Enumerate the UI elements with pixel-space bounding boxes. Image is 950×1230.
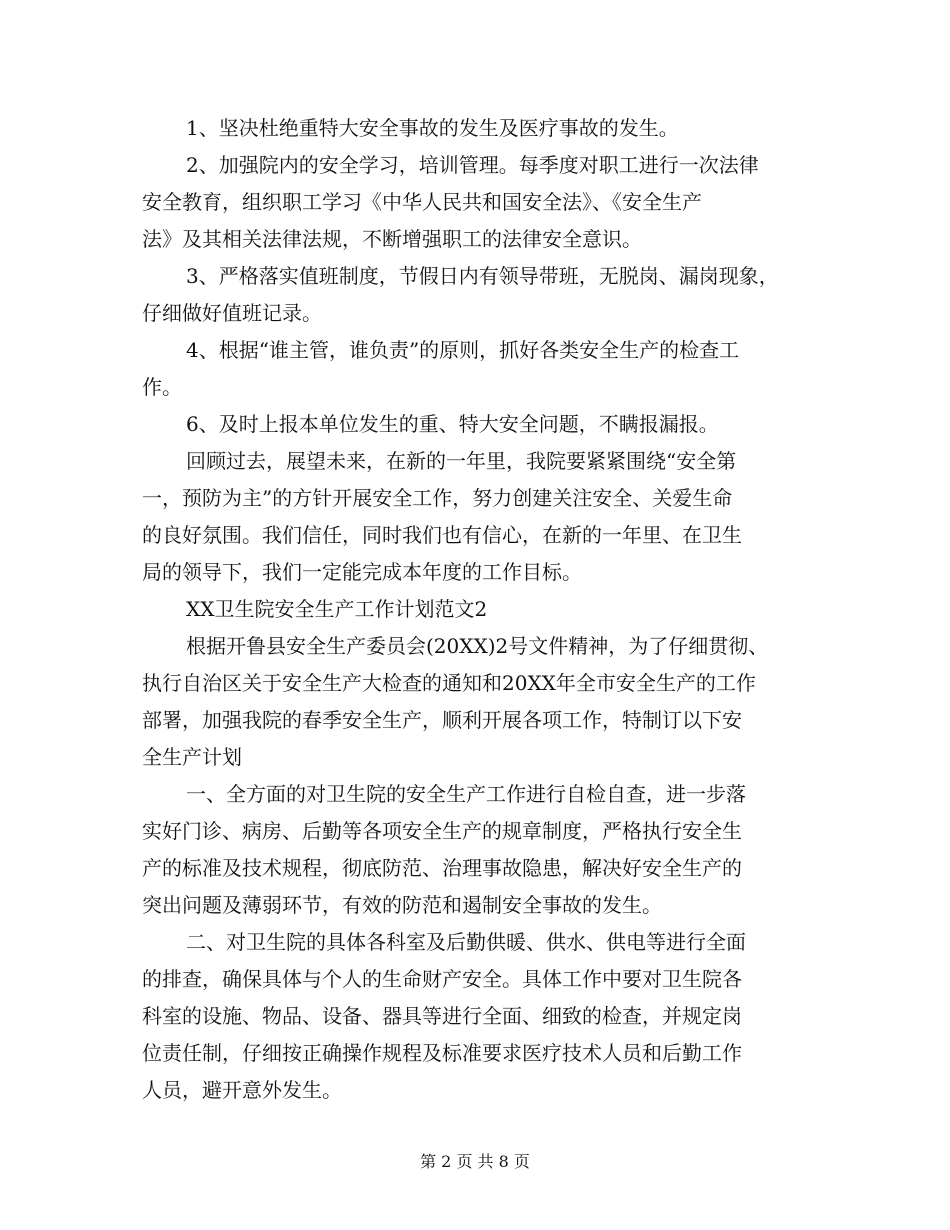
text-line: 一，预防为主”的方针开展安全工作，努力创建关注安全、关爱生命 [142,486,733,510]
text-line: 全生产计划 [142,745,242,769]
text-line: 的良好氛围。我们信任，同时我们也有信心，在新的一年里、在卫生 [142,523,742,547]
text-line: 作。 [142,375,182,399]
text-line: 一、全方面的对卫生院的安全生产工作进行自检自查，进一步落 [186,782,746,806]
text-line: 实好门诊、病房、后勤等各项安全生产的规章制度，严格执行安全生 [142,819,742,843]
text-line: 人员，避开意外发生。 [142,1078,342,1102]
text-line: 回顾过去，展望未来，在新的一年里，我院要紧紧围绕“安全第 [186,449,737,473]
text-line: 4、根据“谁主管，谁负责”的原则，抓好各类安全生产的检查工 [186,338,740,362]
text-line: 仔细做好值班记录。 [142,301,322,325]
text-line: 法》及其相关法律法规，不断增强职工的法律安全意识。 [142,227,642,251]
text-line: 局的领导下，我们一定能完成本年度的工作目标。 [142,560,582,584]
text-line: XX卫生院安全生产工作计划范文2 [186,597,488,621]
text-line: 部署，加强我院的春季安全生产，顺利开展各项工作，特制订以下安 [142,708,742,732]
text-line: 3、严格落实值班制度，节假日内有领导带班，无脱岗、漏岗现象， [186,264,779,288]
text-line: 突出问题及薄弱环节，有效的防范和遏制安全事故的发生。 [142,893,662,917]
text-line: 6、及时上报本单位发生的重、特大安全问题，不瞒报漏报。 [186,412,719,436]
text-line: 安全教育，组织职工学习《中华人民共和国安全法》、《安全生产 [142,190,702,214]
text-line: 科室的设施、物品、设备、器具等进行全面、细致的检查，并规定岗 [142,1004,742,1028]
text-line: 二、对卫生院的具体各科室及后勤供暖、供水、供电等进行全面 [186,930,746,954]
text-line: 根据开鲁县安全生产委员会(20XX)2号文件精神，为了仔细贯彻、 [186,634,769,658]
page-number-footer: 第 2 页 共 8 页 [420,1152,530,1171]
text-line: 产的标准及技术规程，彻底防范、治理事故隐患，解决好安全生产的 [142,856,742,880]
text-line: 的排查，确保具体与个人的生命财产安全。具体工作中要对卫生院各 [142,967,742,991]
text-line: 1、坚决杜绝重特大安全事故的发生及医疗事故的发生。 [186,116,679,140]
text-line: 位责任制，仔细按正确操作规程及标准要求医疗技术人员和后勤工作 [142,1041,742,1065]
body-text [142,110,818,1109]
text-line: 2、加强院内的安全学习，培训管理。每季度对职工进行一次法律 [186,153,759,177]
text-line: 执行自治区关于安全生产大检查的通知和20XX年全市安全生产的工作 [142,671,756,695]
